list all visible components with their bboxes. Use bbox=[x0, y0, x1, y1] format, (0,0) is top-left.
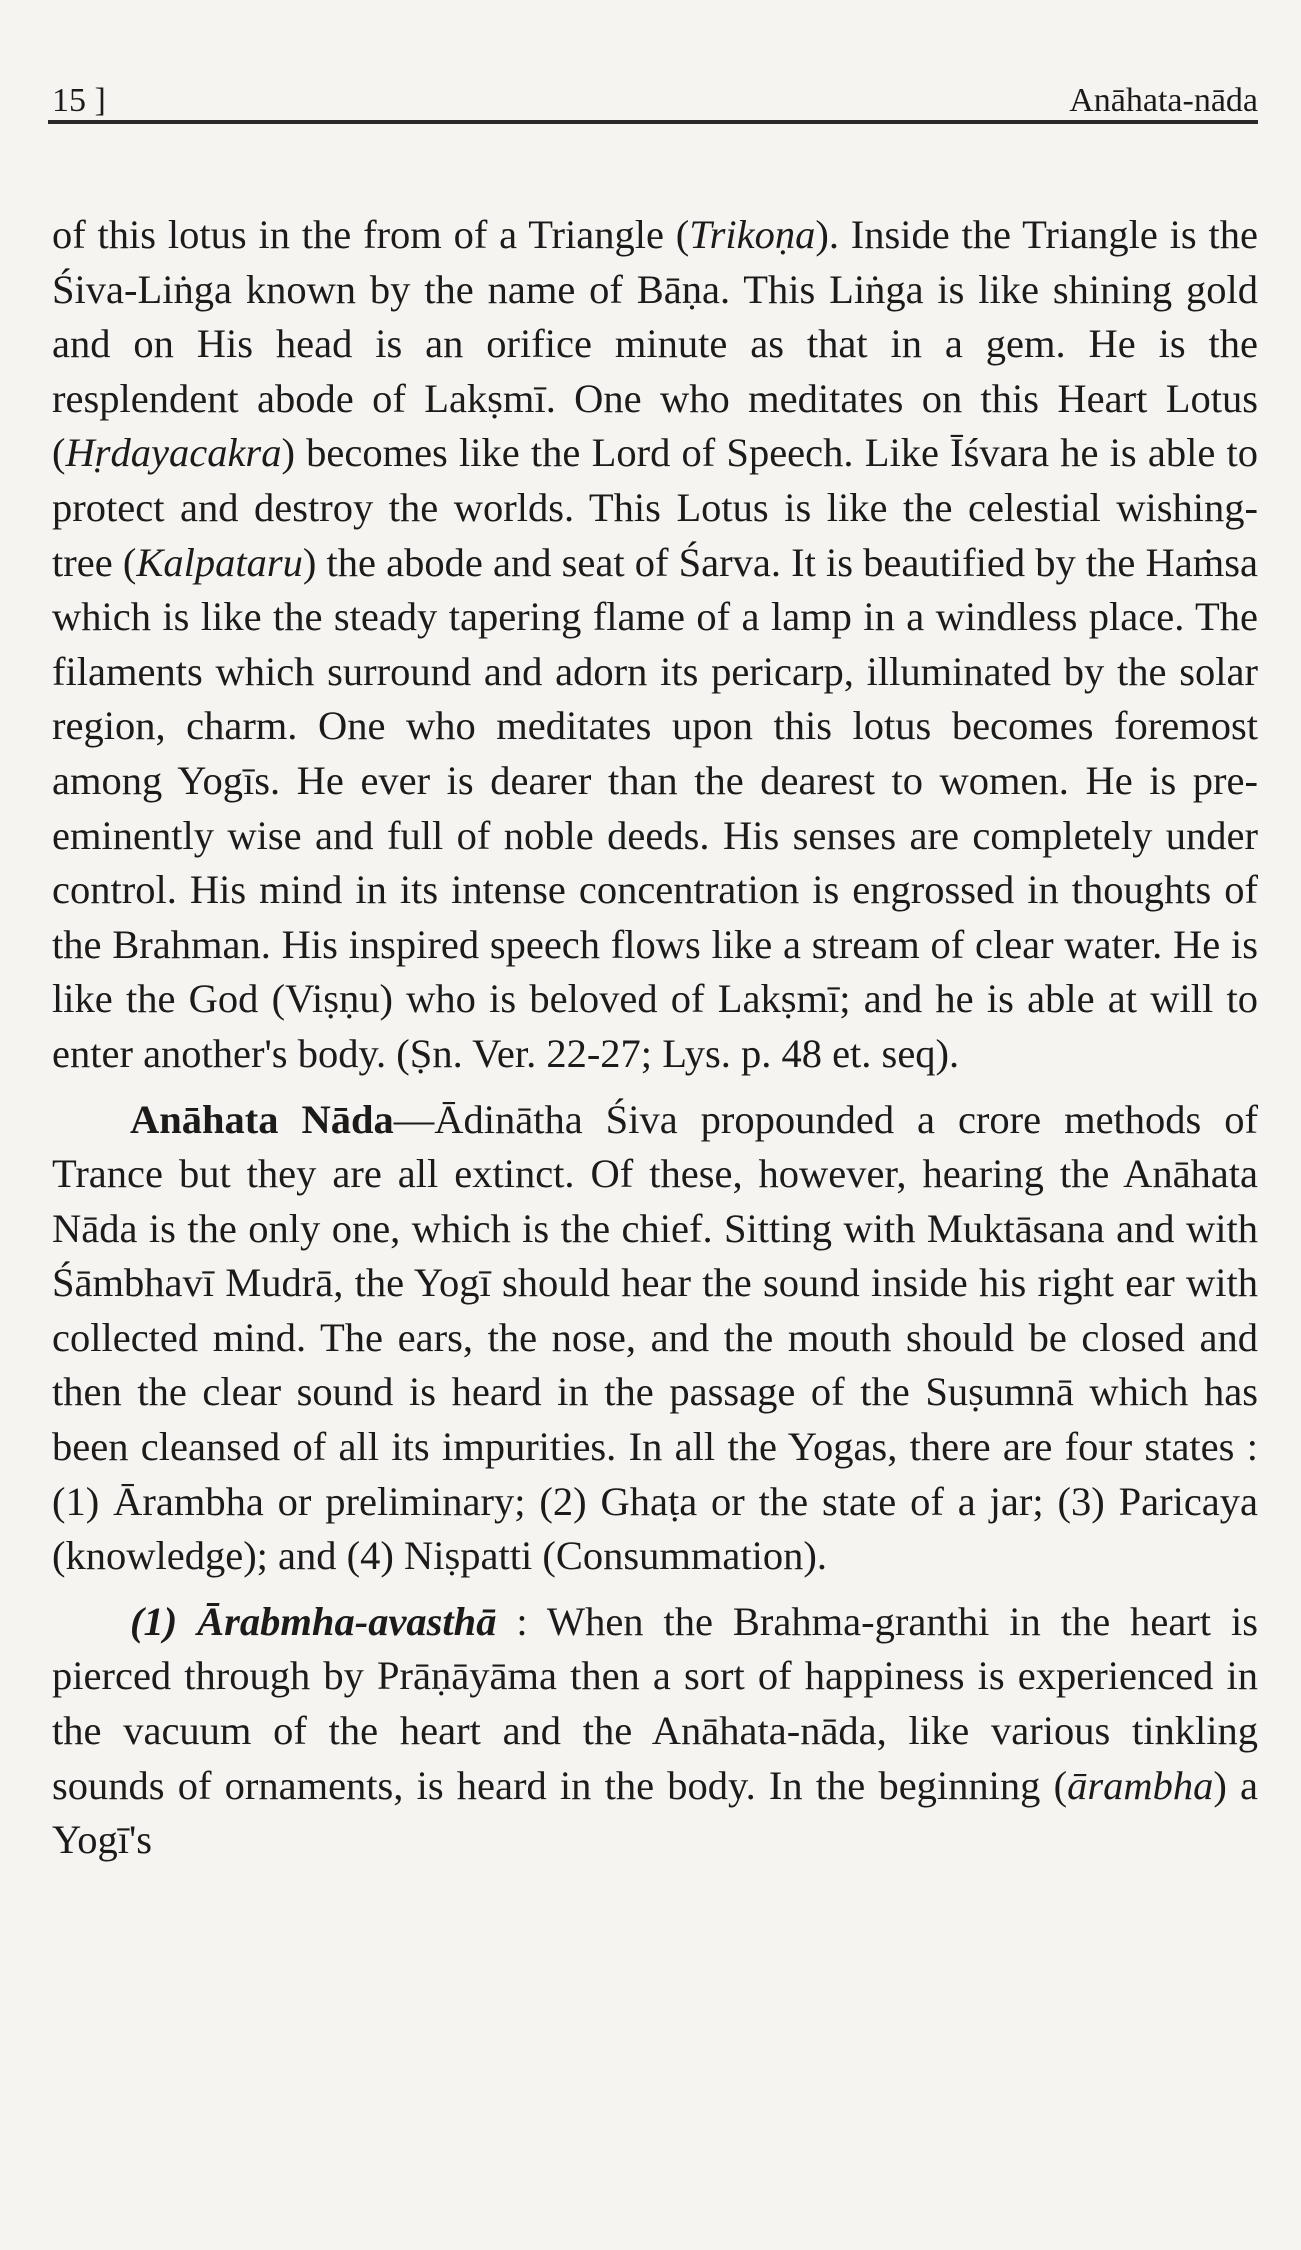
running-title: Anāhata-nāda bbox=[1069, 82, 1258, 119]
term-trikona: Trikoṇa bbox=[689, 212, 816, 257]
header-rule bbox=[48, 120, 1258, 124]
page-number: 15 ] bbox=[52, 82, 106, 119]
paragraph-anahata-nada: Anāhata Nāda—Ādinātha Śiva propounded a crore methods of Trance but they are all extinct. Of these, however, hearing the Anāhata Nāda is the only one, which is the chief. Sitting with Muktāsana and with Śāmbhavī Mudrā, the Yogī should hear the sound inside his right ear with collected mind. The ears, the nose, and the mouth should be closed and then the clear sound is heard in the passage of the Suṣumnā which has been cleansed of all its impurities. In all the Yogas, there are four states : (1) Ārambha or preliminary; (2) Ghaṭa or the state of a jar; (3) Paricaya (knowledge); and (4) Niṣpatti (Consummation). bbox=[52, 1096, 1258, 1579]
body-text bbox=[52, 208, 1258, 1868]
term-arambha: ārambha bbox=[1067, 1762, 1214, 1808]
term-kalpataru: Kalpataru bbox=[136, 539, 303, 585]
paragraph-arambha-avastha: (1) Ārabmha-avasthā : When the Brahma-granthi in the heart is pierced through by Prāṇāyāma then a sort of happiness is experienced in the vacuum of the heart and the Anāhata-nāda, like various tinkling sounds of ornaments, is heard in the body. In the beginning (ārambha) a Yogī's bbox=[52, 1598, 1258, 1863]
term-hrdayacakra: Hṛdayacakra bbox=[65, 430, 282, 476]
paragraph-lotus-description: of this lotus in the from of a Triangle (Trikoṇa). Inside the Triangle is the Śiva-Liṅga known by the name of Bāṇa. This Liṅga is like shining gold and on His head is an orifice minute as that in a gem. He is the resplendent abode of Lakṣmī. One who meditates on this Heart Lotus (Hṛdayacakra) becomes like the Lord of Speech. Like Īśvara he is able to protect and destroy the worlds. This Lotus is like the celestial wishing-tree (Kalpataru) the abode and seat of Śarva. It is beautified by the Haṁsa which is like the steady tapering flame of a lamp in a windless place. The filaments which surround and adorn its pericarp, illuminated by the solar region, charm. One who meditates upon this lotus becomes foremost among Yogīs. He ever is dearer than the dearest to women. He is pre-eminently wise and full of noble deeds. His senses are completely under control. His mind in its intense concentration is engrossed in thoughts of the Brahman. His inspired speech flows like a stream of clear water. He is like the God (Viṣṇu) who is beloved of Lakṣmī; and he is able at will to enter another's body. (Ṣn. Ver. 22-27; Lys. p. 48 et. seq). bbox=[52, 212, 1259, 1076]
page-header bbox=[52, 60, 1258, 120]
section-heading-anahata-nada: Anāhata Nāda bbox=[130, 1096, 394, 1142]
section-heading-arambha-avastha: (1) Ārabmha-avasthā bbox=[130, 1598, 497, 1644]
